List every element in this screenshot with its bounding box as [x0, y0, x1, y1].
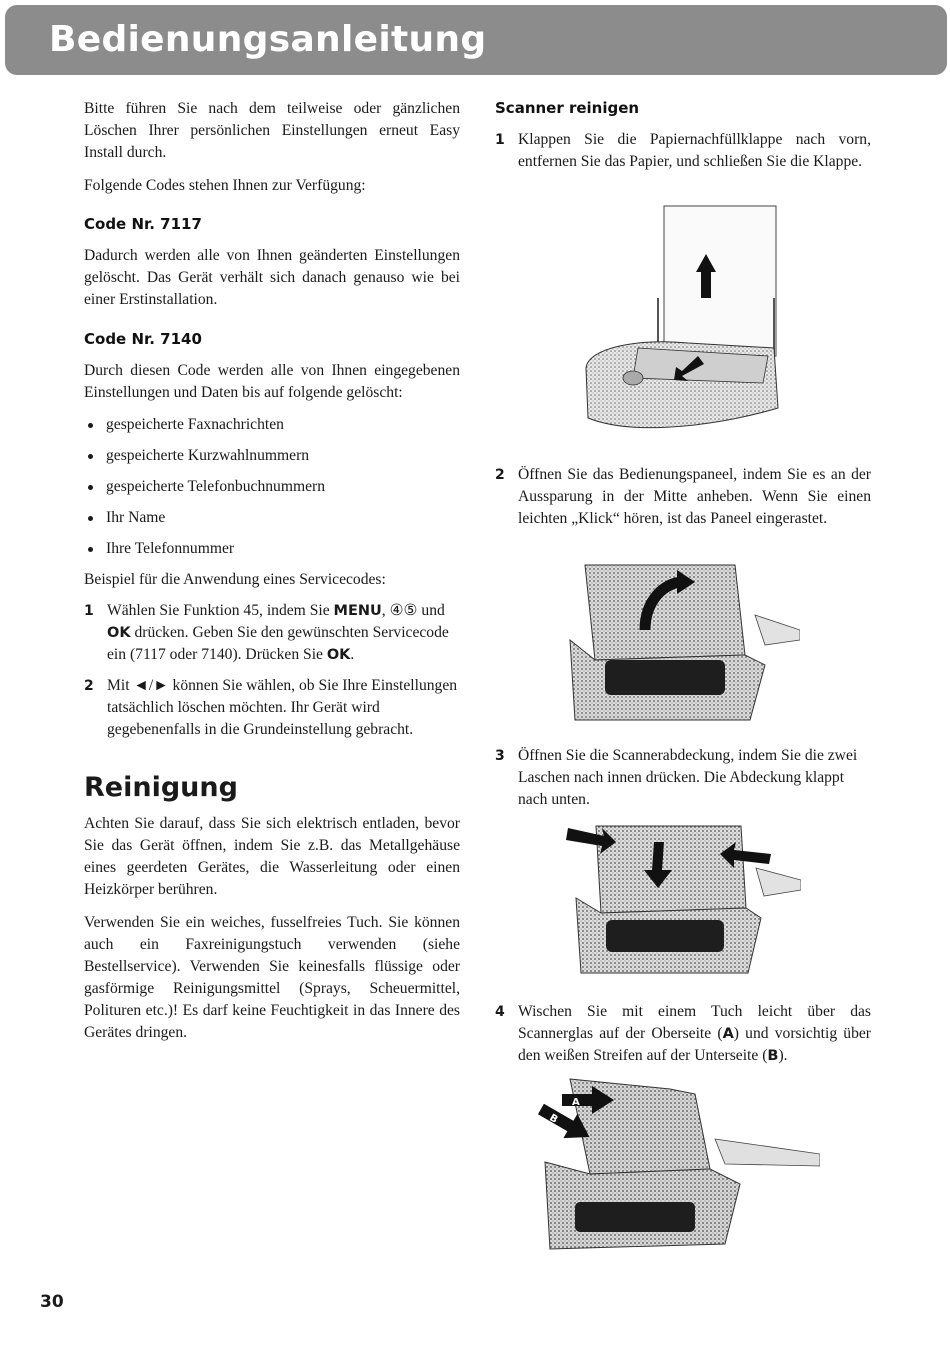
header-bar	[5, 5, 947, 75]
step-number: 2	[495, 467, 505, 483]
code-7117-heading: Code Nr. 7117	[84, 215, 202, 233]
menu-key: MENU	[333, 603, 382, 619]
scanner-step-4: 4 Wischen Sie mit einem Tuch leicht über das Scannerglas auf der Oberseite (A) und vorsichtig über den weißen Streifen auf der Unterseite (B).	[495, 1003, 872, 1064]
figure-label-a: A	[572, 1097, 580, 1108]
open-scanner-cover-illustration	[566, 818, 801, 978]
code-7140-heading: Code Nr. 7140	[84, 330, 202, 348]
scanner-cleaning-illustration	[530, 1074, 820, 1260]
roller	[605, 660, 725, 695]
opened-scanner	[570, 1079, 710, 1174]
list-item: gespeicherte Telefonbuchnummern	[84, 476, 460, 498]
codes-intro: Folgende Codes stehen Ihnen zur Verfügung:	[84, 177, 366, 194]
service-step-2: 2 Mit ◄/► können Sie wählen, ob Sie Ihre Einstellungen tatsächlich löschen möchten. Ihr Gerät wird gegebenenfalls in die Grundeinstellung gebracht.	[84, 677, 458, 738]
panel-lid	[585, 565, 745, 660]
page-number: 30	[40, 1292, 64, 1312]
example-intro: Beispiel für die Anwendung eines Servicecodes:	[84, 571, 386, 588]
left-column	[84, 98, 460, 1044]
reinigung-paragraph-2: Verwenden Sie ein weiches, fusselfreies Tuch. Sie können auch ein Faxreinigungstuch verwenden (siehe Bestellservice). Verwenden Sie keinesfalls flüssige oder gasförmige Reinigungsmittel (Sprays, Scheuermittel, Polituren etc.)! Es darf keine Feuchtigkeit in das Innere des Gerätes dringen.	[84, 914, 460, 1041]
roller	[606, 920, 724, 952]
figure-label-b: B	[547, 1112, 560, 1126]
scanner-step-3: 3 Öffnen Sie die Scannerabdeckung, indem Sie die zwei Laschen nach innen drücken. Die Abdeckung klappt nach unten.	[495, 747, 858, 808]
right-column	[495, 98, 871, 173]
scanner-step-1: 1 Klappen Sie die Papiernachfüllklappe nach vorn, entfernen Sie das Papier, und schließen Sie die Klappe.	[495, 131, 871, 170]
step-number: 1	[495, 132, 505, 148]
ok-key: OK	[326, 647, 351, 663]
step-number: 1	[84, 603, 94, 619]
paper-sheet	[664, 206, 776, 356]
page-title: Bedienungsanleitung	[49, 19, 487, 60]
section-title-reinigung: Reinigung	[84, 772, 238, 803]
deleted-items-list	[84, 414, 460, 560]
step-number: 4	[495, 1004, 505, 1020]
label-a: A	[722, 1026, 734, 1042]
service-step-1: 1 Wählen Sie Funktion 45, indem Sie MENU, ④⑤ und OK drücken. Geben Sie den gewünschten Servicecode ein (7117 oder 7140). Drücken Sie OK.	[84, 602, 449, 663]
code-7117-text: Dadurch werden alle von Ihnen geänderten Einstellungen gelöscht. Das Gerät verhält sich danach genauso wie bei einer Erstinstallation.	[84, 247, 460, 308]
code-7140-text: Durch diesen Code werden alle von Ihnen eingegebenen Einstellungen und Daten bis auf folgende gelöscht:	[84, 362, 460, 401]
label-b: B	[767, 1048, 779, 1064]
reinigung-paragraph-1: Achten Sie darauf, dass Sie sich elektrisch entladen, bevor Sie das Gerät öffnen, indem Sie z.B. das Metallgehäuse eines geerdeten Gerätes, die Wasserleitung oder einen Heizkörper berühren.	[84, 815, 460, 898]
roller	[575, 1202, 695, 1232]
list-item: gespeicherte Faxnachrichten	[84, 414, 460, 436]
scanner-heading: Scanner reinigen	[495, 99, 640, 117]
step-number: 2	[84, 678, 94, 694]
list-item: Ihr Name	[84, 507, 460, 529]
scanner-step-2: 2 Öffnen Sie das Bedienungspaneel, indem Sie es an der Aussparung in der Mitte anheben. Wenn Sie einen leichten „Klick“ hören, ist das Paneel eingerastet.	[495, 466, 871, 527]
list-item: gespeicherte Kurzwahlnummern	[84, 445, 460, 467]
step-number: 3	[495, 748, 505, 764]
scanner-cover	[596, 826, 746, 913]
fax-paper-removal-illustration	[578, 198, 783, 448]
open-panel-illustration	[565, 560, 800, 725]
ok-key: OK	[107, 625, 131, 641]
intro-paragraph: Bitte führen Sie nach dem teilweise oder gänzlichen Löschen Ihrer persönlichen Einstellungen erneut Easy Install durch.	[84, 100, 460, 161]
list-item: Ihre Telefonnummer	[84, 538, 460, 560]
